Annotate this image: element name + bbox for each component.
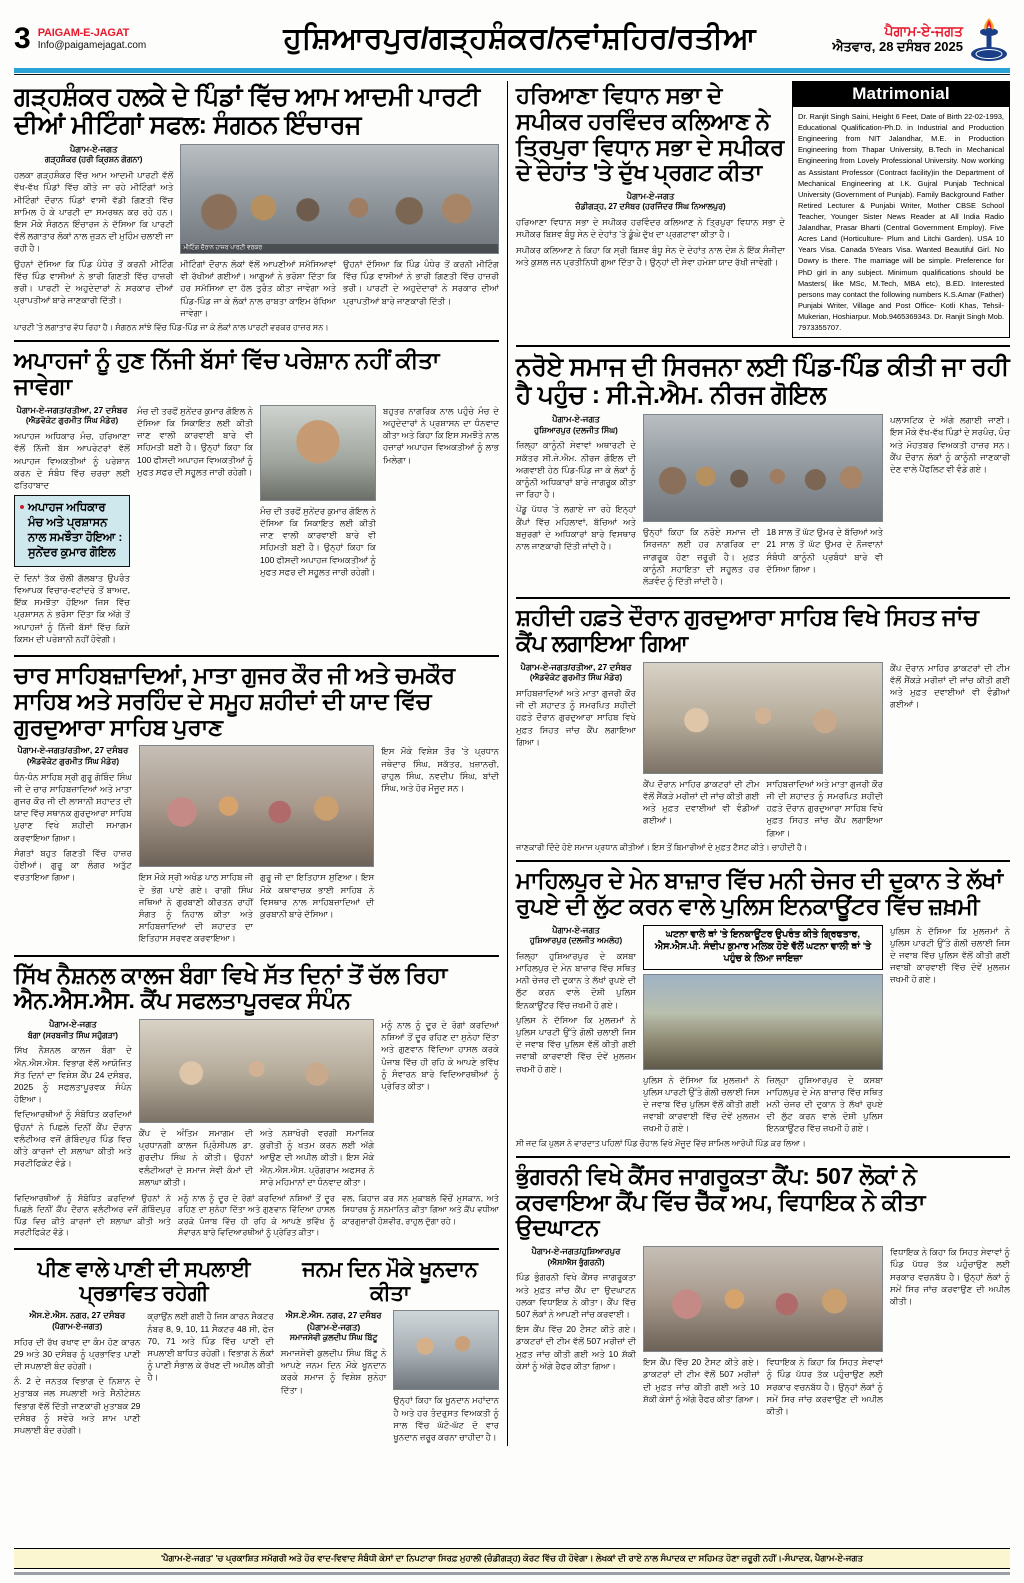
byline (516, 925, 636, 947)
article-columns (14, 1019, 499, 1191)
article-paragraph-tail: ਜਾਣਕਾਰੀ ਦਿੰਦੇ ਹੋਏ ਸਮਾਜ ਪ੍ਰਧਾਨ ਕੀਤੀਆਂ। ਇਸ ਤੋਂ ਬਿਮਾਰੀਆਂ ਦੇ ਮੁਫ਼ਤ ਟੈਸਟ ਕੀਤੇ। ਚਾਹੀਦੀ ਹੈ। (516, 842, 808, 852)
section-divider (516, 860, 1010, 862)
byline (516, 662, 636, 684)
footer-disclaimer: 'ਪੈਗਾਮ-ਏ-ਜਗਤ' 'ਚ ਪ੍ਰਕਾਸ਼ਿਤ ਸਮੱਗਰੀ ਅਤੇ ਹੋਰ ਵਾਦ-ਵਿਵਾਦ ਸੰਬੰਧੀ ਕੇਸਾਂ ਦਾ ਨਿਪਟਾਰਾ ਸਿਰਫ਼ ਮੁਹਾਲੀ (ਚੰਡੀਗੜ੍ਹ) ਕੋਰਟ ਵਿੱਚ ਹੀ ਹੋਵੇਗਾ। ਲੇਖਕਾਂ ਦੀ ਰਾਏ ਨਾਲ ਸੰਪਾਦਕ ਦਾ ਸਹਿਮਤ ਹੋਣਾ ਜ਼ਰੂਰੀ ਨਹੀਂ।-ਸੰਪਾਦਕ, ਪੈਗਾਮ-ਏ-ਜਗਤ (14, 1548, 1010, 1569)
masthead-left (14, 24, 264, 54)
footer-rule (14, 1572, 1010, 1575)
article-paragraph: ਉਨ੍ਹਾਂ ਕਿਹਾ ਕਿ ਨਰੋਏ ਸਮਾਜ ਦੀ ਸਿਰਜਨਾ ਲਈ ਹਰ ਨਾਗਰਿਕ ਦਾ ਜਾਗਰੂਕ ਹੋਣਾ ਜ਼ਰੂਰੀ ਹੈ। ਮੁਫ਼ਤ ਕਾਨੂੰਨੀ ਸਹਾਇਤਾ ਦੀ ਸਹੂਲਤ ਹਰ ਲੋੜਵੰਦ ਨੂੰ ਦਿੱਤੀ ਜਾਂਦੀ ਹੈ। (643, 527, 760, 586)
article-col-3 (260, 405, 376, 648)
byline-place: ਐਸ.ਏ.ਐਸ. ਨਗਰ, 27 ਦਸੰਬਰ (ਪੈਗਾਮ-ਏ-ਜਗਤ) (285, 1310, 382, 1332)
article-col-2 (643, 1246, 883, 1420)
section-divider (14, 1248, 499, 1250)
article-paragraph: ਇਸ ਕੈਂਪ ਵਿੱਚ 20 ਟੈਸਟ ਕੀਤੇ ਗਏ। ਡਾਕਟਰਾਂ ਦੀ ਟੀਮ ਵੱਲੋਂ 507 ਮਰੀਜ਼ਾਂ ਦੀ ਮੁਫ਼ਤ ਜਾਂਚ ਕੀਤੀ ਗਈ ਅਤੇ 10 ਸ਼ੱਕੀ ਕੇਸਾਂ ਨੂੰ ਅੱਗੇ ਰੈਫਰ ਕੀਤਾ ਗਿਆ। (516, 1324, 636, 1371)
article-disabled-bus (14, 348, 499, 648)
article-paragraph: ਪੁਲਿਸ ਨੇ ਦੱਸਿਆ ਕਿ ਮੁਲਜ਼ਮਾਂ ਨੇ ਪੁਲਿਸ ਪਾਰਟੀ ਉੱਤੇ ਗੋਲੀ ਚਲਾਈ ਜਿਸ ਦੇ ਜਵਾਬ ਵਿੱਚ ਪੁਲਿਸ ਵੱਲੋਂ ਕੀਤੀ ਗਈ ਜਵਾਬੀ ਕਾਰਵਾਈ ਵਿੱਚ ਦੋਵੇਂ ਮੁਲਜ਼ਮ ਜ਼ਖਮੀ ਹੋ ਗਏ। (516, 1014, 636, 1074)
article-paragraph: ਕੈਂਪ ਦੌਰਾਨ ਮਾਹਿਰ ਡਾਕਟਰਾਂ ਦੀ ਟੀਮ ਵੱਲੋਂ ਸੈਂਕੜੇ ਮਰੀਜ਼ਾਂ ਦੀ ਜਾਂਚ ਕੀਤੀ ਗਈ ਅਤੇ ਮੁਫ਼ਤ ਦਵਾਈਆਂ ਵੀ ਵੰਡੀਆਂ ਗਈਆਂ। (643, 778, 760, 826)
article-paragraph: ਮੰਚ ਦੀ ਤਰਫੋਂ ਸੁਨੇਂਦਰ ਕੁਮਾਰ ਗੋਇਲ ਨੇ ਦੱਸਿਆ ਕਿ ਸਿਕਾਇਤ ਲਈ ਕੀਤੀ ਜਾਣ ਵਾਲੀ ਕਾਰਵਾਈ ਬਾਰੇ ਵੀ ਸਹਿਮਤੀ ਬਣੀ ਹੈ। ਉਨ੍ਹਾਂ ਕਿਹਾ ਕਿ 100 ਫੀਸਦੀ ਅਪਾਹਜ ਵਿਅਕਤੀਆਂ ਨੂੰ ਮੁਫਤ ਸਫਰ ਦੀ ਸਹੂਲਤ ਜਾਰੀ ਰਹੇਗੀ। (137, 405, 253, 477)
article-paragraph: ਦੋ ਦਿਨਾਂ ਤੱਕ ਚੱਲੀ ਗੱਲਬਾਤ ਉਪਰੰਤ ਵਿਆਪਕ ਵਿਚਾਰ-ਵਟਾਂਦਰੇ ਤੋਂ ਬਾਅਦ, ਇੱਕ ਸਮਝੌਤਾ ਹੋਇਆ ਜਿਸ ਵਿੱਚ ਪ੍ਰਸ਼ਾਸਨ ਨੇ ਭਰੋਸਾ ਦਿੱਤਾ ਕਿ ਅੱਗੇ ਤੋਂ ਅਪਾਹਜਾਂ ਨੂੰ ਨਿੱਜੀ ਬੱਸਾਂ ਵਿੱਚ ਕਿਸੇ ਕਿਸਮ ਦੀ ਪਰੇਸ਼ਾਨੀ ਨਹੀਂ ਹੋਵੇਗੀ। (14, 572, 130, 644)
article-col-2a (180, 258, 336, 322)
article-col-2a (643, 1356, 760, 1420)
article-headline: ਸ਼ਹੀਦੀ ਹਫ਼ਤੇ ਦੌਰਾਨ ਗੁਰਦੁਆਰਾ ਸਾਹਿਬ ਵਿਖੇ ਸਿਹਤ ਜਾਂਚ ਕੈਂਪ ਲਗਾਇਆ ਗਿਆ (516, 604, 979, 656)
article-paragraph: ਸਮਾਜਸੇਵੀ ਕੁਲਦੀਪ ਸਿੰਘ ਬਿੱਟੂ ਨੇ ਆਪਣੇ ਜਨਮ ਦਿਨ ਮੌਕੇ ਖੂਨਦਾਨ ਕਰਕੇ ਸਮਾਜ ਨੂੰ ਵਿਸ਼ੇਸ਼ ਸੁਨੇਹਾ ਦਿੱਤਾ। (280, 1348, 387, 1395)
article-col-1 (14, 1019, 132, 1191)
rule-segment-left (14, 68, 314, 73)
article-paragraph: ਪੇਂਡੂ ਪੱਧਰ 'ਤੇ ਲਗਾਏ ਜਾ ਰਹੇ ਇਨ੍ਹਾਂ ਕੈਂਪਾਂ ਵਿੱਚ ਮਹਿਲਾਵਾਂ, ਬੱਚਿਆਂ ਅਤੇ ਬਜ਼ੁਰਗਾਂ ਦੇ ਅਧਿਕਾਰਾਂ ਬਾਰੇ ਵਿਸਥਾਰ ਨਾਲ ਜਾਣਕਾਰੀ ਦਿੱਤੀ ਜਾਂਦੀ ਹੈ। (516, 504, 636, 552)
article-paragraph: ਵਿਧਾਇਕ ਨੇ ਕਿਹਾ ਕਿ ਸਿਹਤ ਸੇਵਾਵਾਂ ਨੂੰ ਪਿੰਡ ਪੱਧਰ ਤੱਕ ਪਹੁੰਚਾਉਣ ਲਈ ਸਰਕਾਰ ਵਚਨਬੱਧ ਹੈ। ਉਨ੍ਹਾਂ ਲੋਕਾਂ ਨੂੰ ਸਮੇਂ ਸਿਰ ਜਾਂਚ ਕਰਵਾਉਣ ਦੀ ਅਪੀਲ ਕੀਤੀ। (766, 1357, 883, 1416)
byline (516, 414, 636, 436)
article-col-2b (260, 1127, 374, 1191)
article-headline: ਗੜ੍ਹਸ਼ੰਕਰ ਹਲਕੇ ਦੇ ਪਿੰਡਾਂ ਵਿੱਚ ਆਮ ਆਦਮੀ ਪਾਰਟੀ ਦੀਆਂ ਮੀਟਿੰਗਾਂ ਸਫਲ: ਸੰਗਠਨ ਇੰਚਾਰਜ (14, 83, 480, 139)
contact-email: Info@paigamejagat.com (37, 39, 147, 51)
header-rule-thin (14, 74, 1010, 75)
article-col-2a (139, 1127, 253, 1191)
article-paragraph: ਸਪੀਕਰ ਕਲਿਆਣ ਨੇ ਕਿਹਾ ਕਿ ਸ੍ਰੀ ਬਿਸ਼ਵ ਬੰਧੂ ਸੇਨ ਦੇ ਦੇਹਾਂਤ ਨਾਲ ਦੇਸ਼ ਨੇ ਇੱਕ ਸੰਜੀਦਾ ਅਤੇ ਕੁਸ਼ਲ ਜਨ ਪ੍ਰਤੀਨਿਧੀ ਗੁਆ ਦਿੱਤਾ ਹੈ। ਉਨ੍ਹਾਂ ਦੀ ਸੇਵਾ ਹਮੇਸ਼ਾ ਯਾਦ ਰੱਖੀ ਜਾਵੇਗੀ। (516, 244, 785, 267)
byline-paper: ਪੈਗਾਮ-ਏ-ਜਗਤ (552, 414, 600, 425)
article-columns (14, 1310, 274, 1439)
byline-place: (ਐਡਵੋਕੇਟ ਗੁਰਮੀਤ ਸਿੰਘ ਮੰਡੇਰ) (529, 673, 623, 683)
article-subcolumns (643, 1356, 883, 1420)
article-col-1 (14, 144, 173, 322)
article-subcolumns (643, 526, 883, 590)
article-col-2 (147, 1310, 273, 1439)
article-paragraph: ਕੈਂਪ ਦੇ ਅੰਤਿਮ ਸਮਾਗਮ ਦੀ ਪ੍ਰਧਾਨਗੀ ਕਾਲਜ ਪ੍ਰਿੰਸੀਪਲ ਡਾ. ਗੁਰਦੀਪ ਸਿੰਘ ਨੇ ਕੀਤੀ। ਉਹਨਾਂ ਵਲੰਟੀਅਰਾਂ ਦੇ ਸਮਾਜ ਸੇਵੀ ਕੰਮਾਂ ਦੀ ਸ਼ਲਾਘਾ ਕੀਤੀ। (138, 1128, 253, 1187)
article-columns (516, 662, 1010, 842)
article-paragraph: ਅਤੇ ਨਸ਼ਾਖੋਰੀ ਵਰਗੀ ਸਮਾਜਿਕ ਕੁਰੀਤੀ ਨੂੰ ਖਤਮ ਕਰਨ ਲਈ ਅੱਗੇ ਆਉਣ ਦੀ ਅਪੀਲ ਕੀਤੀ। ਇਸ ਮੌਕੇ ਐਨ.ਐਸ.ਐਸ. ਪ੍ਰੋਗਰਾਮ ਅਫਸਰ ਨੇ ਸਾਰੇ ਮਹਿਮਾਨਾਂ ਦਾ ਧੰਨਵਾਦ ਕੀਤਾ। (260, 1128, 375, 1187)
article-columns (14, 405, 499, 648)
article-paragraph-tail: ਪਾਰਟੀ 'ਤੇ ਲਗਾਤਾਰ ਵੱਧ ਰਿਹਾ ਹੈ। ਸੰਗਠਨ ਸਾਂਝੇ ਵਿੱਚ ਪਿੰਡ-ਪਿੰਡ ਜਾ ਕੇ ਲੋਕਾਂ ਨਾਲ ਪਾਰਟੀ ਵਰਕਰ ਹਾਜ਼ਰ ਸਨ। (14, 323, 329, 333)
byline (14, 745, 132, 767)
byline-place: (ਐਡਵੋਕੇਟ ਗੁਰਮੀਤ ਸਿੰਘ ਮੰਡੇਰ) (25, 416, 119, 426)
article-col-1 (516, 1246, 636, 1420)
article-paragraph: ਜ਼ਿਲ੍ਹਾ ਹੁਸ਼ਿਆਰਪੁਰ ਦੇ ਕਸਬਾ ਮਾਹਿਲਪੁਰ ਦੇ ਮੇਨ ਬਾਜ਼ਾਰ ਵਿੱਚ ਸਥਿਤ ਮਨੀ ਚੇਜਰ ਦੀ ਦੁਕਾਨ ਤੇ ਲੱਖਾਂ ਰੁਪਏ ਦੀ ਲੁੱਟ ਕਰਨ ਵਾਲੇ ਦੋਸ਼ੀ ਪੁਲਿਸ ਇਨਕਾਊਂਟਰ ਵਿੱਚ ਜ਼ਖਮੀ ਹੋ ਗਏ। (516, 950, 636, 1010)
article-paragraph: ਕੈਂਪ ਦੌਰਾਨ ਮਾਹਿਰ ਡਾਕਟਰਾਂ ਦੀ ਟੀਮ ਵੱਲੋਂ ਸੈਂਕੜੇ ਮਰੀਜ਼ਾਂ ਦੀ ਜਾਂਚ ਕੀਤੀ ਗਈ ਅਤੇ ਮੁਫ਼ਤ ਦਵਾਈਆਂ ਵੀ ਵੰਡੀਆਂ ਗਈਆਂ। (890, 662, 1010, 710)
byline (14, 1310, 140, 1332)
byline-paper: ਪੈਗਾਮ-ਏ-ਜਗਤ (626, 191, 675, 201)
article-col-3 (381, 745, 499, 947)
article-paragraph: ਜ਼ਿਲ੍ਹਾ ਕਾਨੂੰਨੀ ਸੇਵਾਵਾਂ ਅਥਾਰਟੀ ਦੇ ਸਕੱਤਰ ਸੀ.ਜੇ.ਐਮ. ਨੀਰਜ ਗੋਇਲ ਦੀ ਅਗਵਾਈ ਹੇਠ ਪਿੰਡ-ਪਿੰਡ ਜਾ ਕੇ ਲੋਕਾਂ ਨੂੰ ਕਾਨੂੰਨੀ ਅਧਿਕਾਰਾਂ ਬਾਰੇ ਜਾਗਰੂਕ ਕੀਤਾ ਜਾ ਰਿਹਾ ਹੈ। (516, 440, 636, 500)
article-col-2 (139, 1019, 375, 1191)
byline-paper: (ਪੈਗਾਮ-ਏ-ਜਗਤ) (52, 1321, 103, 1331)
article-col-3 (890, 925, 1010, 1138)
article-paragraph: ਹਰਿਆਣਾ ਵਿਧਾਨ ਸਭਾ ਦੇ ਸਪੀਕਰ ਹਰਵਿੰਦਰ ਕਲਿਆਣ ਨੇ ਤ੍ਰਿਪੁਰਾ ਵਿਧਾਨ ਸਭਾ ਦੇ ਸਪੀਕਰ ਬਿਸ਼ਵ ਬੰਧੂ ਸੇਨ ਦੇ ਦੇਹਾਂਤ 'ਤੇ ਡੂੰਘੇ ਦੁੱਖ ਦਾ ਪ੍ਰਗਟਾਵਾ ਕੀਤਾ ਹੈ। (516, 217, 785, 240)
article-col-2 (180, 144, 499, 322)
article-nss-camp (14, 963, 499, 1242)
byline-paper: ਪੈਗਾਮ-ਏ-ਜਗਤ (69, 144, 118, 154)
byline-paper: ਪੈਗਾਮ-ਏ-ਜਗਤ/ਰਤੀਆ, 27 ਦਸੰਬਰ (16, 404, 128, 415)
article-paragraph: ਪਲਾਸਟਿਕ ਦੇ ਅੱਗੇ ਲਗਾਈ ਜਾਣੀ। ਇਸ ਮੌਕੇ ਵੱਖ-ਵੱਖ ਪਿੰਡਾਂ ਦੇ ਸਰਪੰਚ, ਪੰਚ ਅਤੇ ਮੋਹਤਬਰ ਵਿਅਕਤੀ ਹਾਜ਼ਰ ਸਨ। ਕੈਂਪ ਦੌਰਾਨ ਲੋਕਾਂ ਨੂੰ ਕਾਨੂੰਨੀ ਜਾਣਕਾਰੀ ਦੇਣ ਵਾਲੇ ਪੈਂਫਲਿਟ ਵੀ ਵੰਡੇ ਗਏ। (890, 415, 1010, 474)
article-paragraph: ਉਨ੍ਹਾਂ ਕਿਹਾ ਕਿ ਖੂਨਦਾਨ ਮਹਾਂਦਾਨ ਹੈ ਅਤੇ ਹਰ ਤੰਦਰੁਸਤ ਵਿਅਕਤੀ ਨੂੰ ਸਾਲ ਵਿੱਚ ਘੱਟੋ-ਘੱਟ ਦੋ ਵਾਰ ਖੂਨਦਾਨ ਜ਼ਰੂਰ ਕਰਨਾ ਚਾਹੀਦਾ ਹੈ। (393, 1395, 499, 1442)
article-paragraph: ਗੁਰੂ ਜੀ ਦਾ ਇਤਿਹਾਸ ਸੁਣਿਆ। ਇਸ ਮੌਕੇ ਕਥਾਵਾਚਕ ਭਾਈ ਸਾਹਿਬ ਨੇ ਵਿਸਥਾਰ ਨਾਲ ਸਾਹਿਬਜ਼ਾਦਿਆਂ ਦੀ ਕੁਰਬਾਨੀ ਬਾਰੇ ਦੱਸਿਆ। (260, 872, 375, 919)
article-paragraph: ਵਿਦਿਆਰਥੀਆਂ ਨੂੰ ਸੰਬੋਧਿਤ ਕਰਦਿਆਂ ਉਹਨਾਂ ਨੇ ਪਿਛਲੇ ਦਿਨੀਂ ਕੈਂਪ ਦੌਰਾਨ ਵਲੰਟੀਅਰ ਵਜੋਂ ਗੋਬਿੰਦਪੁਰ ਪਿੰਡ ਵਿਚ ਕੀਤੇ ਕਾਰਜਾਂ ਦੀ ਸ਼ਲਾਘਾ ਕੀਤੀ ਅਤੇ ਸਰਟੀਫਿਕੇਟ ਵੰਡੇ। (14, 1194, 171, 1237)
article-health-camp (516, 605, 1010, 853)
article-headline: ਪੀਣ ਵਾਲੇ ਪਾਣੀ ਦੀ ਸਪਲਾਈ ਪ੍ਰਭਾਵਿਤ ਰਹੇਗੀ (37, 1258, 251, 1305)
article-paragraph: ਬਹੁਤਰ ਨਾਗਰਿਕ ਨਾਲ ਪਹੁੰਚੇ ਮੰਚ ਦੇ ਅਹੁਦੇਦਾਰਾਂ ਨੇ ਪ੍ਰਸ਼ਾਸਨ ਦਾ ਧੰਨਵਾਦ ਕੀਤਾ ਅਤੇ ਕਿਹਾ ਕਿ ਇਸ ਸਮਝੌਤੇ ਨਾਲ ਹਜ਼ਾਰਾਂ ਅਪਾਹਜ ਵਿਅਕਤੀਆਂ ਨੂੰ ਲਾਭ ਮਿਲੇਗਾ। (383, 405, 499, 465)
byline-paper: ਪੈਗਾਮ-ਏ-ਜਗਤ (49, 1019, 97, 1030)
article-photo (139, 745, 375, 867)
article-paragraph: ਪੁਲਿਸ ਨੇ ਦੱਸਿਆ ਕਿ ਮੁਲਜ਼ਮਾਂ ਨੇ ਪੁਲਿਸ ਪਾਰਟੀ ਉੱਤੇ ਗੋਲੀ ਚਲਾਈ ਜਿਸ ਦੇ ਜਵਾਬ ਵਿੱਚ ਪੁਲਿਸ ਵੱਲੋਂ ਕੀਤੀ ਗਈ ਜਵਾਬੀ ਕਾਰਵਾਈ ਵਿੱਚ ਦੋਵੇਂ ਮੁਲਜ਼ਮ ਜ਼ਖਮੀ ਹੋ ਗਏ। (643, 1074, 760, 1134)
article-col-2b (343, 258, 499, 322)
section-divider (516, 1156, 1010, 1158)
article-columns (281, 1310, 499, 1446)
byline-person: ਸਮਾਜਸੇਵੀ ਕੁਲਦੀਪ ਸਿੰਘ ਬਿੱਟੂ (289, 1333, 378, 1343)
article-paragraph-tail: ਸੀ ਜਦ ਕਿ ਪੁਲਸ ਨੇ ਵਾਰਦਾਤ ਪਹਿਲਾਂ ਪਿੰਡ ਚੌਹਾਲ ਵਿਖੇ ਮੌਜੂਦ ਵਿੱਚ ਸ਼ਾਮਿਲ ਆਰੋਪੀ ਪਿੰਡ ਕਰ ਲਿਆ। (516, 1138, 806, 1148)
article-paragraph: ਵਿਧਾਇਕ ਨੇ ਕਿਹਾ ਕਿ ਸਿਹਤ ਸੇਵਾਵਾਂ ਨੂੰ ਪਿੰਡ ਪੱਧਰ ਤੱਕ ਪਹੁੰਚਾਉਣ ਲਈ ਸਰਕਾਰ ਵਚਨਬੱਧ ਹੈ। ਉਨ੍ਹਾਂ ਲੋਕਾਂ ਨੂੰ ਸਮੇਂ ਸਿਰ ਜਾਂਚ ਕਰਵਾਉਣ ਦੀ ਅਪੀਲ ਕੀਤੀ। (890, 1247, 1010, 1306)
article-subcolumns (643, 778, 883, 842)
article-col-2b (260, 871, 374, 947)
article-headline: ਮਾਹਿਲਪੁਰ ਦੇ ਮੇਨ ਬਾਜ਼ਾਰ ਵਿੱਚ ਮਨੀ ਚੇਜਰ ਦੀ ਦੁਕਾਨ ਤੇ ਲੱਖਾਂ ਰੁਪਏ ਦੀ ਲੁੱਟ ਕਰਨ ਵਾਲੇ ਪੁਲਿਸ ਇਨਕਾਊਂਟਰ ਵਿੱਚ ਜ਼ਖ਼ਮੀ (516, 867, 1003, 919)
article-paragraph: ਜ਼ਿਲ੍ਹਾ ਹੁਸ਼ਿਆਰਪੁਰ ਦੇ ਕਸਬਾ ਮਾਹਿਲਪੁਰ ਦੇ ਮੇਨ ਬਾਜ਼ਾਰ ਵਿੱਚ ਸਥਿਤ ਮਨੀ ਚੇਜਰ ਦੀ ਦੁਕਾਨ ਤੇ ਲੱਖਾਂ ਰੁਪਏ ਦੀ ਲੁੱਟ ਕਰਨ ਵਾਲੇ ਦੋਸ਼ੀ ਪੁਲਿਸ ਇਨਕਾਊਂਟਰ ਵਿੱਚ ਜ਼ਖਮੀ ਹੋ ਗਏ। (766, 1074, 883, 1134)
byline-paper: ਪੈਗਾਮ-ਏ-ਜਗਤ/ਰਤੀਆ, 27 ਦਸੰਬਰ (17, 745, 129, 756)
matrimonial-heading: Matrimonial (793, 82, 1009, 107)
article-paragraph: 18 ਸਾਲ ਤੋਂ ਘੱਟ ਉਮਰ ਦੇ ਬੱਚਿਆਂ ਅਤੇ 21 ਸਾਲ ਤੋਂ ਘੱਟ ਉਮਰ ਦੇ ਨੌਜਵਾਨਾਂ ਸੰਬੰਧੀ ਕਾਨੂੰਨੀ ਪ੍ਰਬੰਧਾਂ ਬਾਰੇ ਵੀ ਦੱਸਿਆ ਗਿਆ। (766, 527, 883, 574)
article-cancer-camp (516, 1164, 1010, 1420)
masthead-right (775, 16, 1010, 62)
section-divider (516, 597, 1010, 599)
article-columns (14, 144, 499, 322)
article-col-2b (767, 778, 884, 842)
bottom-article-pair (14, 1256, 499, 1446)
article-photo (180, 144, 499, 254)
footer (14, 1548, 1010, 1575)
article-col-2 (137, 405, 253, 648)
article-headline: ਹਰਿਆਣਾ ਵਿਧਾਨ ਸਭਾ ਦੇ ਸਪੀਕਰ ਹਰਵਿੰਦਰ ਕਲਿਆਣ ਨੇ ਤ੍ਰਿਪੁਰਾ ਵਿਧਾਨ ਸਭਾ ਦੇ ਸਪੀਕਰ ਦੇ ਦੇਹਾਂਤ 'ਤੇ ਦੁੱਖ ਪ੍ਰਗਟ ਕੀਤਾ (516, 82, 785, 186)
article-columns (516, 1246, 1010, 1420)
article-blood-donation (281, 1256, 499, 1446)
article-paragraph: ਸੰਗਤਾਂ ਬਹੁਤ ਗਿਣਤੀ ਵਿੱਚ ਹਾਜ਼ਰ ਹੋਈਆਂ। ਗੁਰੂ ਕਾ ਲੰਗਰ ਅਤੁੱਟ ਵਰਤਾਇਆ ਗਿਆ। (14, 847, 132, 883)
masthead-center (264, 22, 775, 56)
article-photo (643, 974, 883, 1070)
article-paragraph: ਉਹਨਾਂ ਦੱਸਿਆ ਕਿ ਪਿੰਡ ਪੰਧੇਰ ਤੋਂ ਕਰਨੀ ਮੀਟਿੰਗ ਵਿੱਚ ਪਿੰਡ ਵਾਸੀਆਂ ਨੇ ਭਾਰੀ ਗਿਣਤੀ ਵਿੱਚ ਹਾਜ਼ਰੀ ਭਰੀ। ਪਾਰਟੀ ਦੇ ਅਹੁਦੇਦਾਰਾਂ ਨੇ ਸਰਕਾਰ ਦੀਆਂ ਪ੍ਰਾਪਤੀਆਂ ਬਾਰੇ ਜਾਣਕਾਰੀ ਦਿੱਤੀ। (343, 259, 500, 306)
article-col-2 (643, 662, 883, 842)
article-col-2a (643, 1074, 760, 1138)
right-column-group (508, 81, 1010, 1446)
article-sahibzade-memorial (14, 663, 499, 947)
torch-logo-icon (968, 16, 1010, 62)
article-headline: ਜਨਮ ਦਿਨ ਮੌਕੇ ਖੂਨਦਾਨ ਕੀਤਾ (302, 1258, 478, 1305)
byline (14, 1019, 132, 1041)
byline (516, 1246, 636, 1268)
article-photo (643, 414, 883, 522)
article-headline: ਸਿੱਖ ਨੈਸ਼ਨਲ ਕਾਲਜ ਬੰਗਾ ਵਿਖੇ ਸੱਤ ਦਿਨਾਂ ਤੋਂ ਚੱਲ ਰਿਹਾ ਐਨ.ਐਸ.ਐਸ. ਕੈਂਪ ਸਫਲਤਾਪੂਰਵਕ ਸੰਪੰਨ (14, 961, 447, 1014)
article-paragraph: ਮੰਚ ਦੀ ਤਰਫੋਂ ਸੁਨੇਂਦਰ ਕੁਮਾਰ ਗੋਇਲ ਨੇ ਦੱਸਿਆ ਕਿ ਸਿਕਾਇਤ ਲਈ ਕੀਤੀ ਜਾਣ ਵਾਲੀ ਕਾਰਵਾਈ ਬਾਰੇ ਵੀ ਸਹਿਮਤੀ ਬਣੀ ਹੈ। ਉਨ੍ਹਾਂ ਕਿਹਾ ਕਿ 100 ਫੀਸਦੀ ਅਪਾਹਜ ਵਿਅਕਤੀਆਂ ਨੂੰ ਮੁਫਤ ਸਫਰ ਦੀ ਸਹੂਲਤ ਜਾਰੀ ਰਹੇਗੀ। (260, 505, 376, 577)
section-divider (516, 345, 1010, 347)
article-subcolumns (139, 1127, 375, 1191)
article-col-1 (516, 414, 636, 590)
article-paragraph: ਸਾਹਿਬਜ਼ਾਦਿਆਂ ਅਤੇ ਮਾਤਾ ਗੁਜਰੀ ਕੌਰ ਜੀ ਦੀ ਸ਼ਹਾਦਤ ਨੂੰ ਸਮਰਪਿਤ ਸ਼ਹੀਦੀ ਹਫ਼ਤੇ ਦੌਰਾਨ ਗੁਰਦੁਆਰਾ ਸਾਹਿਬ ਵਿਖੇ ਮੁਫ਼ਤ ਸਿਹਤ ਜਾਂਚ ਕੈਂਪ ਲਗਾਇਆ ਗਿਆ। (766, 778, 883, 838)
article-paragraph: ਹਲਕਾ ਗੜ੍ਹਸ਼ੰਕਰ ਵਿੱਚ ਆਮ ਆਦਮੀ ਪਾਰਟੀ ਵੱਲੋਂ ਵੱਖ-ਵੱਖ ਪਿੰਡਾਂ ਵਿੱਚ ਕੀਤੇ ਜਾ ਰਹੇ ਮੀਟਿੰਗਾਂ ਅਤੇ ਮੀਟਿੰਗਾਂ ਦੌਰਾਨ ਪਿੰਡਾਂ ਵਾਸੀ ਵੱਡੀ ਗਿਣਤੀ ਵਿੱਚ ਸ਼ਾਮਿਲ ਹੋ ਕੇ ਪਾਰਟੀ ਦਾ ਸਮਰਥਨ ਕਰ ਰਹੇ ਹਨ। ਇਸ ਮੌਕੇ ਸੰਗਠਨ ਇੰਚਾਰਜ ਨੇ ਦੱਸਿਆ ਕਿ ਪਾਰਟੀ ਵੱਲੋਂ ਲਗਾਤਾਰ ਲੋਕਾਂ ਨਾਲ ਜੁੜਨ ਦੀ ਮੁਹਿੰਮ ਚਲਾਈ ਜਾ ਰਹੀ ਹੈ। (14, 170, 174, 254)
left-column-group (14, 81, 508, 1446)
byline-paper: ਪੈਗਾਮ-ਏ-ਜਗਤ (552, 924, 600, 935)
section-divider (14, 655, 499, 657)
article-paragraph: ਮੀਟਿੰਗਾਂ ਦੌਰਾਨ ਲੋਕਾਂ ਵੱਲੋਂ ਆਪਣੀਆਂ ਸਮੱਸਿਆਵਾਂ ਵੀ ਰੱਖੀਆਂ ਗਈਆਂ। ਆਗੂਆਂ ਨੇ ਭਰੋਸਾ ਦਿੱਤਾ ਕਿ ਹਰ ਸਮੱਸਿਆ ਦਾ ਹੱਲ ਤੁਰੰਤ ਕੀਤਾ ਜਾਵੇਗਾ ਅਤੇ ਪਿੰਡ-ਪਿੰਡ ਜਾ ਕੇ ਲੋਕਾਂ ਨਾਲ ਰਾਬਤਾ ਕਾਇਮ ਰੱਖਿਆ ਜਾਵੇਗਾ। (180, 259, 337, 318)
article-headline: ਚਾਰ ਸਾਹਿਬਜ਼ਾਦਿਆਂ, ਮਾਤਾ ਗੁਜਰ ਕੌਰ ਜੀ ਅਤੇ ਚਮਕੌਰ ਸਾਹਿਬ ਅਤੇ ਸਰਹਿੰਦ ਦੇ ਸਮੂਹ ਸ਼ਹੀਦਾਂ ਦੀ ਯਾਦ ਵਿੱਚ ਗੁਰਦੁਆਰਾ ਸਾਹਿਬ ਪੁਰਾਣ (14, 662, 455, 740)
byline-place: ਚੰਡੀਗੜ੍ਹ, 27 ਦਸੰਬਰ (ਹਰਜਿੰਦਰ ਸਿੰਘ ਨਿਆਲਪੁਰ) (575, 202, 726, 212)
byline-place: ਐਸ.ਏ.ਐਸ. ਨਗਰ, 27 ਦਸੰਬਰ (29, 1310, 126, 1321)
article-subcolumns (643, 1074, 883, 1138)
article-police-encounter (516, 868, 1010, 1149)
byline (516, 191, 785, 213)
article-col-1 (516, 925, 636, 1138)
matrimonial-text: Dr. Ranjit Singh Saini, Height 6 Feet, Date of Birth 22-02-1993, Educational Qualification-Ph.D. in Industrial and Production Engineering from NIT Jalandhar, M.E. in Production Engineering from Thapar University, B.Tech in Mechanical Engineering from Lovely Professional University. Now working as Assistant Professor (Contract facility)in the Department of Mechanical Engineering at I.K. Gujral Punjab Technical University (Government of Punjab). Family Background Father Retired Lecturer & Punjabi Writer, Mother CBSE School Teacher, Younger Sister News Reader at All India Radio Jalandhar, Prasar Bharti (Central Government Employ). Five Acres Land (Horticulture- Plum and Litchi Garden). USA 10 Years Visa. Canada 5Years Visa. Wanted Beautiful Girl. No Dowry is there. The marriage will be simple. Preference for PhD girl in any subject. Minimum qualifications should be Masters( like MSc, M.Tech, MBA etc), B.ED. Interested persons may contact the following numbers K.S.Amar (Father) Punjabi Writer, Village and Post Office- Kotli Khas, Tehsil-Mukerian, Hoshiarpur. Mob.9465369343. Dr. Ranjit Singh Mob. 7973355707. (798, 112, 1004, 333)
article-col-2b (767, 1356, 884, 1420)
photo-caption: ਮੀਟਿੰਗ ਦੌਰਾਨ ਹਾਜ਼ਰ ਪਾਰਟੀ ਵਰਕਰ (181, 244, 498, 253)
article-col-3 (890, 414, 1010, 590)
byline-place: (ਐਸ/ਐਸ ਭੁੰਗਰਨੀ) (547, 1257, 605, 1267)
article-col-1 (516, 662, 636, 842)
rule-segment-right (314, 68, 1010, 73)
brand-name: PAIGAM-E-JAGAT (37, 26, 130, 39)
article-photo (643, 662, 883, 774)
article-col-2 (643, 414, 883, 590)
article-paragraph: ਮਨੂੰ ਨਾਲ ਨੂੰ ਦੂਰ ਦੇ ਰੋਗਾਂ ਕਰਦਿਆਂ ਨਸ਼ਿਆਂ ਤੋਂ ਦੂਰ ਰਹਿਣ ਦਾ ਸੁਨੇਹਾ ਦਿੱਤਾ ਅਤੇ ਗੁਣਵਾਨ ਵਿੱਦਿਆ ਹਾਸਲ ਕਰਕੇ ਪੰਜਾਬ ਵਿੱਚ ਹੀ ਰਹਿ ਕੇ ਆਪਣੇ ਭਵਿੱਖ ਨੂੰ ਸੰਵਾਰਨ ਬਾਰੇ ਵਿਦਿਆਰਥੀਆਂ ਨੂੰ ਪ੍ਰੇਰਿਤ ਕੀਤਾ। (178, 1194, 335, 1237)
article-col-2a (643, 778, 760, 842)
byline (14, 144, 173, 166)
article-columns (14, 745, 499, 947)
article-col-2 (393, 1310, 499, 1446)
byline (281, 1310, 387, 1344)
content-grid (14, 81, 1010, 1446)
article-photo (643, 1246, 883, 1352)
article-col-4 (383, 405, 499, 648)
page-number: 3 (14, 22, 31, 55)
article-photo-portrait (260, 405, 376, 501)
article-paragraph: ਇਸ ਮੌਕੇ ਸ੍ਰੀ ਅਖੰਡ ਪਾਠ ਸਾਹਿਬ ਜੀ ਦੇ ਭੋਗ ਪਾਏ ਗਏ। ਰਾਗੀ ਸਿੰਘ ਜਥਿਆਂ ਨੇ ਗੁਰਬਾਣੀ ਕੀਰਤਨ ਰਾਹੀਂ ਸੰਗਤ ਨੂੰ ਨਿਹਾਲ ਕੀਤਾ ਅਤੇ ਸਾਹਿਬਜ਼ਾਦਿਆਂ ਦੀ ਸ਼ਹਾਦਤ ਦਾ ਇਤਿਹਾਸ ਸਰਵਣ ਕਰਵਾਇਆ। (138, 872, 253, 944)
byline-paper: ਪੈਗਾਮ-ਏ-ਜਗਤ/ਹੁਸ਼ਿਆਰਪੁਰ (531, 1246, 621, 1257)
section-divider (14, 955, 499, 957)
byline (14, 405, 130, 427)
article-columns (516, 925, 1010, 1138)
article-columns (516, 414, 1010, 590)
article-tail-columns (14, 1193, 499, 1241)
article-col-1 (281, 1310, 387, 1446)
byline-place: ਬੰਗਾ (ਸਰਬਜੀਤ ਸਿੰਘ ਸਹੁੰਗੜਾ) (27, 1030, 118, 1040)
tail-col-2 (178, 1193, 335, 1241)
article-paragraph: ਪਿੰਡ ਭੁੰਗਰਨੀ ਵਿਖੇ ਕੈਂਸਰ ਜਾਗਰੂਕਤਾ ਅਤੇ ਮੁਫ਼ਤ ਜਾਂਚ ਕੈਂਪ ਦਾ ਉਦਘਾਟਨ ਹਲਕਾ ਵਿਧਾਇਕ ਨੇ ਕੀਤਾ। ਕੈਂਪ ਵਿੱਚ 507 ਲੋਕਾਂ ਨੇ ਆਪਣੀ ਜਾਂਚ ਕਰਵਾਈ। (516, 1272, 636, 1320)
article-col-2 (139, 745, 375, 947)
article-legal-awareness (516, 353, 1010, 590)
top-right-strip (516, 81, 1010, 338)
tail-col-1 (14, 1193, 171, 1241)
article-photo (393, 1310, 499, 1390)
article-paragraph: ਪੁਲਿਸ ਨੇ ਦੱਸਿਆ ਕਿ ਮੁਲਜ਼ਮਾਂ ਨੇ ਪੁਲਿਸ ਪਾਰਟੀ ਉੱਤੇ ਗੋਲੀ ਚਲਾਈ ਜਿਸ ਦੇ ਜਵਾਬ ਵਿੱਚ ਪੁਲਿਸ ਵੱਲੋਂ ਕੀਤੀ ਗਈ ਜਵਾਬੀ ਕਾਰਵਾਈ ਵਿੱਚ ਦੋਵੇਂ ਮੁਲਜ਼ਮ ਜ਼ਖਮੀ ਹੋ ਗਏ। (890, 925, 1010, 985)
header-rule-bar (14, 68, 1010, 73)
masthead (14, 0, 1010, 64)
article-col-1 (14, 745, 132, 947)
article-subcolumns (139, 871, 375, 947)
article-headline: ਭੁੰਗਰਨੀ ਵਿਖੇ ਕੈਂਸਰ ਜਾਗਰੂਕਤਾ ਕੈਂਪ: 507 ਲੋਕਾਂ ਨੇ ਕਰਵਾਇਆ ਕੈਂਪ ਵਿੱਚ ਚੈੱਕ ਅਪ, ਵਿਧਾਇਕ ਨੇ ਕੀਤਾ ਉਦਘਾਟਨ (516, 1162, 926, 1241)
article-col-2b (767, 526, 884, 590)
byline-place: ਹੁਸ਼ਿਆਰਪੁਰ (ਦਲਜੀਤ ਅਮਲੋਹ) (529, 936, 623, 945)
article-col-3 (381, 1019, 499, 1191)
matrimonial-ad (792, 81, 1010, 338)
matrimonial-box (792, 81, 1010, 338)
byline-paper: ਪੈਗਾਮ-ਏ-ਜਗਤ/ਰਤੀਆ, 27 ਦਸੰਬਰ (520, 661, 632, 672)
article-paragraph: ਉਹਨਾਂ ਦੱਸਿਆ ਕਿ ਪਿੰਡ ਪੰਧੇਰ ਤੋਂ ਕਰਨੀ ਮੀਟਿੰਗ ਵਿੱਚ ਪਿੰਡ ਵਾਸੀਆਂ ਨੇ ਭਾਰੀ ਗਿਣਤੀ ਵਿੱਚ ਹਾਜ਼ਰੀ ਭਰੀ। ਪਾਰਟੀ ਦੇ ਅਹੁਦੇਦਾਰਾਂ ਨੇ ਸਰਕਾਰ ਦੀਆਂ ਪ੍ਰਾਪਤੀਆਂ ਬਾਰੇ ਜਾਣਕਾਰੀ ਦਿੱਤੀ। (14, 258, 174, 306)
article-callout: ਘਟਨਾ ਵਾਲੇ ਥਾਂ 'ਤੇ ਇਨਕਾਊਂਟਰ ਉਪਰੰਤ ਕੀਤੇ ਗ੍ਰਿਫਤਾਰ, ਐਸ.ਐਸ.ਪੀ. ਸੰਦੀਪ ਕੁਮਾਰ ਮਲਿਕ ਹੋਏ ਵੱਲੋਂ ਘਟਨਾ ਵਾਲੀ ਥਾਂ 'ਤੇ ਪਹੁੰਚ ਕੇ ਲਿਆ ਜਾਇਜ਼ਾ (643, 925, 883, 970)
article-paragraph: ਵਿਦਿਆਰਥੀਆਂ ਨੂੰ ਸੰਬੋਧਿਤ ਕਰਦਿਆਂ ਉਹਨਾਂ ਨੇ ਪਿਛਲੇ ਦਿਨੀਂ ਕੈਂਪ ਦੌਰਾਨ ਵਲੰਟੀਅਰ ਵਜੋਂ ਗੋਬਿੰਦਪੁਰ ਪਿੰਡ ਵਿਚ ਕੀਤੇ ਕਾਰਜਾਂ ਦੀ ਸ਼ਲਾਘਾ ਕੀਤੀ ਅਤੇ ਸਰਟੀਫਿਕੇਟ ਵੰਡੇ। (14, 1109, 132, 1169)
article-paragraph: ਸਿੱਖ ਨੈਸ਼ਨਲ ਕਾਲਜ ਬੰਗਾ ਦੇ ਐਨ.ਐਸ.ਐਸ. ਵਿਭਾਗ ਵੱਲੋਂ ਆਯੋਜਿਤ ਸੱਤ ਦਿਨਾਂ ਦਾ ਵਿਸ਼ੇਸ਼ ਕੈਂਪ 24 ਦਸੰਬਰ, 2025 ਨੂੰ ਸਫਲਤਾਪੂਰਵਕ ਸੰਪੰਨ ਹੋਇਆ। (14, 1045, 132, 1105)
brand-block (38, 27, 147, 51)
article-col-2 (643, 925, 883, 1138)
publication-date: ਐਤਵਾਰ, 28 ਦਸੰਬਰ 2025 (832, 39, 963, 55)
article-paragraph: ਕ੍ਰਾਉਂਨ ਲਈ ਗਈ ਹੈ ਜਿਸ ਕਾਰਨ ਸੈਕਟਰ ਨੰਬਰ 8, 9, 10, 11 ਸੈਕਟਰ 48 ਸੀ, ਫੇਜ਼ 70, 71 ਅਤੇ ਪਿੰਡ ਵਿੱਚ ਪਾਣੀ ਦੀ ਸਪਲਾਈ ਬਾਧਿਤ ਰਹੇਗੀ। ਵਿਭਾਗ ਨੇ ਲੋਕਾਂ ਨੂੰ ਪਾਣੀ ਸੰਭਾਲ ਕੇ ਰੱਖਣ ਦੀ ਅਪੀਲ ਕੀਤੀ ਹੈ। (147, 1311, 274, 1383)
article-water-supply (14, 1256, 274, 1446)
article-paragraph: ਵਲ, ਕਿਹਾਜ਼ ਕਰ ਸਨ ਮੁਕਾਬਲੇ ਵਿੱਚੋਂ ਮੁਸਕਾਨ, ਅਤੇ ਸਿਧਾਰਥ ਨੂੰ ਸਨਮਾਨਿਤ ਕੀਤਾ ਗਿਆ ਅਤੇ ਕੈਂਪ ਵਧੀਆ ਕਾਰਗੁਜ਼ਾਰੀ ਹੋਸ਼ਵੀਰ, ਰਾਹੁਲ ਦੁੱਗਾ ਰਹੇ। (342, 1194, 499, 1226)
byline-place: (ਐਡਵੋਕੇਟ ਗੁਰਮੀਤ ਸਿੰਘ ਮੰਡੇਰ) (26, 756, 119, 766)
article-paragraph: ਮਨੂੰ ਨਾਲ ਨੂੰ ਦੂਰ ਦੇ ਰੋਗਾਂ ਕਰਦਿਆਂ ਨਸ਼ਿਆਂ ਤੋਂ ਦੂਰ ਰਹਿਣ ਦਾ ਸੁਨੇਹਾ ਦਿੱਤਾ ਅਤੇ ਗੁਣਵਾਨ ਵਿੱਦਿਆ ਹਾਸਲ ਕਰਕੇ ਪੰਜਾਬ ਵਿੱਚ ਹੀ ਰਹਿ ਕੇ ਆਪਣੇ ਭਵਿੱਖ ਨੂੰ ਸੰਵਾਰਨ ਬਾਰੇ ਵਿਦਿਆਰਥੀਆਂ ਨੂੰ ਪ੍ਰੇਰਿਤ ਕੀਤਾ। (381, 1020, 499, 1092)
article-paragraph: ਸਾਹਿਬਜ਼ਾਦਿਆਂ ਅਤੇ ਮਾਤਾ ਗੁਜਰੀ ਕੌਰ ਜੀ ਦੀ ਸ਼ਹਾਦਤ ਨੂੰ ਸਮਰਪਿਤ ਸ਼ਹੀਦੀ ਹਫ਼ਤੇ ਦੌਰਾਨ ਗੁਰਦੁਆਰਾ ਸਾਹਿਬ ਵਿਖੇ ਮੁਫ਼ਤ ਸਿਹਤ ਜਾਂਚ ਕੈਂਪ ਲਗਾਇਆ ਗਿਆ। (516, 687, 636, 747)
article-aap-meetings (14, 83, 499, 333)
article-col-3 (890, 662, 1010, 842)
article-paragraph: ਧੰਨ-ਧੰਨ ਸਾਹਿਬ ਸ੍ਰੀ ਗੁਰੂ ਗੋਬਿੰਦ ਸਿੰਘ ਜੀ ਦੇ ਚਾਰ ਸਾਹਿਬਜ਼ਾਦਿਆਂ ਅਤੇ ਮਾਤਾ ਗੁਜਰ ਕੌਰ ਜੀ ਦੀ ਲਾਸਾਨੀ ਸ਼ਹਾਦਤ ਦੀ ਯਾਦ ਵਿੱਚ ਸਥਾਨਕ ਗੁਰਦੁਆਰਾ ਸਾਹਿਬ ਪੁਰਾਣ ਵਿਖੇ ਸ਼ਹੀਦੀ ਸਮਾਗਮ ਕਰਵਾਇਆ ਗਿਆ। (14, 771, 132, 843)
section-divider (14, 340, 499, 342)
byline-place: ਹੁਸ਼ਿਆਰਪੁਰ (ਦਲਜੀਤ ਸਿੰਘ) (534, 425, 618, 435)
article-paragraph: ਅਪਾਹਜ ਅਧਿਕਾਰ ਮੰਚ, ਹਰਿਆਣਾ ਵੱਲੋਂ ਨਿੱਜੀ ਬੱਸ ਆਪਰੇਟਰਾਂ ਵੱਲੋਂ ਅਪਾਹਜ ਵਿਅਕਤੀਆਂ ਨੂੰ ਪਰੇਸ਼ਾਨ ਕਰਨ ਦੇ ਸੰਬੰਧ ਵਿੱਚ ਚਰਚਾ ਲਈ ਫਤਿਹਾਬਾਦ (14, 431, 130, 490)
article-paragraph: ਸਹਿਰ ਦੀ ਰੱਖ ਰਖਾਵ ਦਾ ਕੰਮ ਹੋਣ ਕਾਰਨ 29 ਅਤੇ 30 ਦਸੰਬਰ ਨੂੰ ਪ੍ਰਭਾਵਿਤ ਪਾਣੀ ਦੀ ਸਪਲਾਈ ਬੰਦ ਰਹੇਗੀ। (14, 1336, 141, 1372)
article-callout: ਅਪਾਹਜ ਅਧਿਕਾਰ ਮੰਚ ਅਤੇ ਪ੍ਰਸ਼ਾਸਨ ਨਾਲ ਸਮਝੌਤਾ ਹੋਇਆ : ਸੁਨੇਂਦਰ ਕੁਮਾਰ ਗੋਇਲ (14, 495, 130, 567)
article-headline: ਨਰੋਏ ਸਮਾਜ ਦੀ ਸਿਰਜਨਾ ਲਈ ਪਿੰਡ-ਪਿੰਡ ਕੀਤੀ ਜਾ ਰਹੀ ਹੈ ਪਹੁੰਚ : ਸੀ.ਜੇ.ਐਮ. ਨੀਰਜ ਗੋਇਲ (516, 353, 1010, 410)
article-speaker-condolence (516, 81, 785, 338)
masthead-dateblock (832, 23, 963, 56)
byline-place: ਗੜ੍ਹਸ਼ੰਕਰ (ਹਰੀ ਕ੍ਰਿਸ਼ਨ ਗੋਗਨਾ) (44, 155, 143, 165)
article-col-1 (14, 1310, 140, 1439)
article-photo (139, 1019, 375, 1123)
article-col-2a (643, 526, 760, 590)
article-col-2a (139, 871, 253, 947)
article-col-1 (14, 405, 130, 648)
article-col-3 (890, 1246, 1010, 1420)
tail-col-3 (342, 1193, 499, 1241)
article-paragraph: ਇਸ ਕੈਂਪ ਵਿੱਚ 20 ਟੈਸਟ ਕੀਤੇ ਗਏ। ਡਾਕਟਰਾਂ ਦੀ ਟੀਮ ਵੱਲੋਂ 507 ਮਰੀਜ਼ਾਂ ਦੀ ਮੁਫ਼ਤ ਜਾਂਚ ਕੀਤੀ ਗਈ ਅਤੇ 10 ਸ਼ੱਕੀ ਕੇਸਾਂ ਨੂੰ ਅੱਗੇ ਰੈਫਰ ਕੀਤਾ ਗਿਆ। (643, 1357, 760, 1404)
article-col-2b (767, 1074, 884, 1138)
logo-text: ਪੈਗਾਮ-ਏ-ਜਗਤ (884, 22, 963, 39)
article-paragraph: ਇਸ ਮੌਕੇ ਵਿਸ਼ੇਸ਼ ਤੌਰ 'ਤੇ ਪ੍ਰਧਾਨ ਜਥੇਦਾਰ ਸਿੰਘ, ਸਕੱਤਰ, ਖ਼ਜ਼ਾਨਚੀ, ਰਾਹੁਲ ਸਿੰਘ, ਨਵਦੀਪ ਸਿੰਘ, ਬਾਂਦੀ ਸਿੰਘ, ਅਤੇ ਹੋਰ ਮੌਜੂਦ ਸਨ। (381, 746, 499, 793)
article-paragraph: ਨੰ. 2 ਦੇ ਜਨਤਕ ਵਿਭਾਗ ਦੇ ਨਿਸ਼ਾਨ ਦੇ ਮੁਤਾਬਕ ਜਲ ਸਪਲਾਈ ਅਤੇ ਸੈਨੀਟੇਸ਼ਨ ਵਿਭਾਗ ਵੱਲੋਂ ਦਿੱਤੀ ਜਾਣਕਾਰੀ ਮੁਤਾਬਕ 29 ਦਸੰਬਰ ਨੂੰ ਸਵੇਰੇ ਅਤੇ ਸ਼ਾਮ ਪਾਣੀ ਸਪਲਾਈ ਬੰਦ ਰਹੇਗੀ। (14, 1376, 141, 1436)
article-subcolumns (180, 258, 499, 322)
article-headline: ਅਪਾਹਜਾਂ ਨੂੰ ਹੁਣ ਨਿੱਜੀ ਬੱਸਾਂ ਵਿੱਚ ਪਰੇਸ਼ਾਨ ਨਹੀਂ ਕੀਤਾ ਜਾਵੇਗਾ (14, 347, 440, 400)
edition-title: ਹੁਸ਼ਿਆਰਪੁਰ/ਗੜ੍ਹਸ਼ੰਕਰ/ਨਵਾਂਸ਼ਹਿਰ/ਰਤੀਆ (283, 22, 756, 55)
